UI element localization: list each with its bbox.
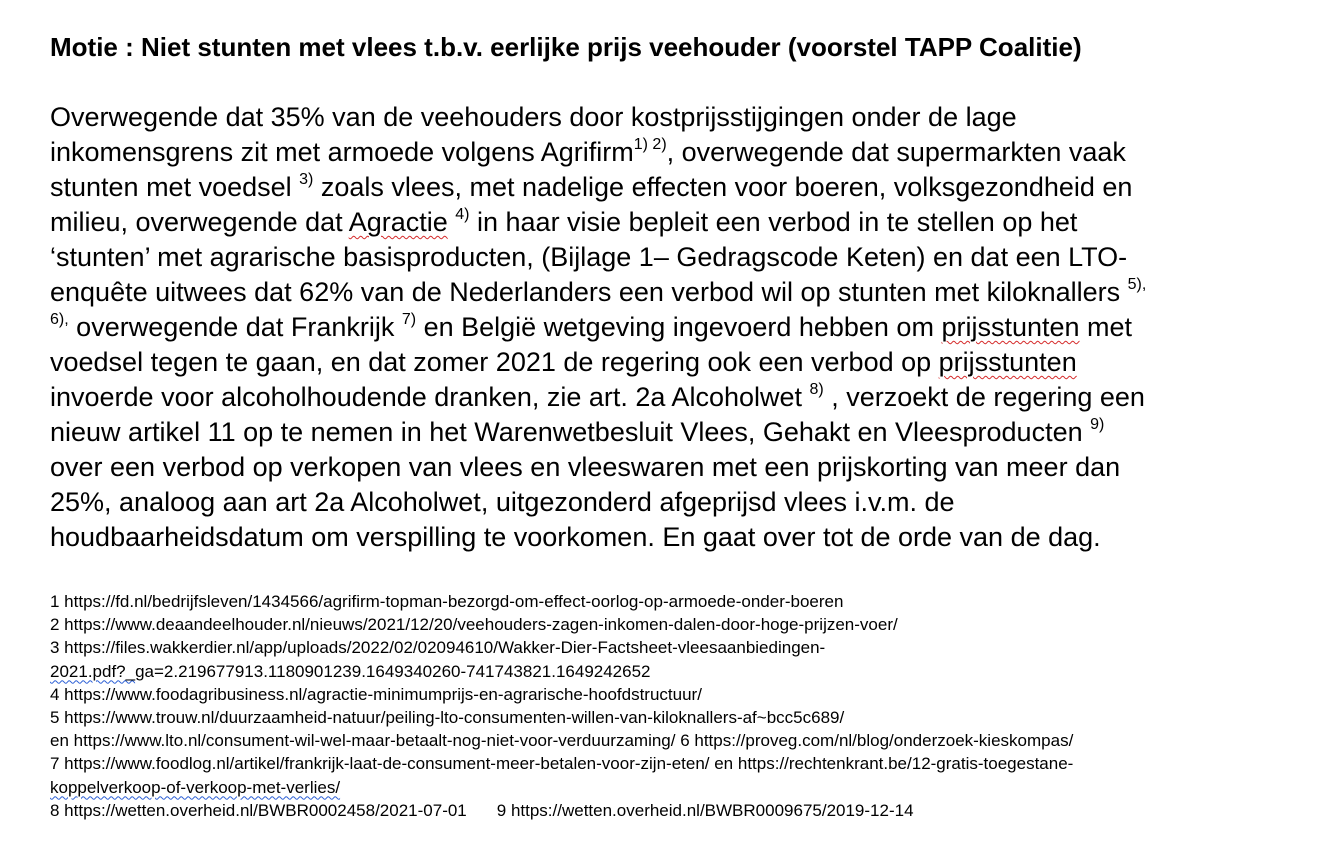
- body-line-4: [50, 205, 1310, 240]
- body-line-3: [50, 170, 1310, 205]
- footnote-ref: 4): [455, 206, 470, 223]
- footnote-1[interactable]: 1 https://fd.nl/bedrijfsleven/1434566/agrifirm-topman-bezorgd-om-effect-oorlog-op-armoede-onder-boeren: [50, 592, 844, 611]
- motion-title: Motie : Niet stunten met vlees t.b.v. eerlijke prijs veehouder (voorstel TAPP Coalitie): [50, 32, 1082, 62]
- body-text: met: [1079, 312, 1133, 342]
- spellcheck-word: prijsstunten: [938, 347, 1077, 377]
- body-line-5: [50, 240, 1310, 275]
- body-text: invoerde voor alcoholhoudende dranken, zie art. 2a Alcoholwet: [50, 382, 810, 412]
- footnote-ref: 6),: [50, 311, 69, 328]
- footnote-8-9: [50, 799, 1073, 822]
- body-text: 25%, analoog aan art 2a Alcoholwet, uitgezonderd afgeprijsd vlees i.v.m. de: [50, 487, 955, 517]
- body-line-12: [50, 485, 1310, 520]
- body-line-2: [50, 135, 1310, 170]
- body-text: Overwegende dat 35% van de veehouders door kostprijsstijgingen onder de lage: [50, 102, 1017, 132]
- spellcheck-word: Agractie: [348, 207, 448, 237]
- body-line-13: [50, 520, 1310, 555]
- body-text: , verzoekt de regering een: [823, 382, 1145, 412]
- footnote-5-6[interactable]: en https://www.lto.nl/consument-wil-wel-maar-betaalt-nog-niet-voor-verduurzaming/ 6 https://proveg.com/nl/blog/onderzoek-kieskompas/: [50, 731, 1074, 751]
- body-text: nieuw artikel 11 op te nemen in het Warenwetbesluit Vlees, Gehakt en Vleesproducten: [50, 417, 1091, 447]
- body-text: ‘stunten’ met agrarische basisproducten, (Bijlage 1– Gedragscode Keten) en dat een LTO-: [50, 242, 1128, 272]
- body-line-9: [50, 380, 1310, 415]
- body-text: zoals vlees, met nadelige effecten voor boeren, volksgezondheid en: [313, 172, 1133, 202]
- body-text: over een verbod op verkopen van vlees en vleeswaren met een prijskorting van meer dan: [50, 452, 1121, 482]
- body-text: inkomensgrens zit met armoede volgens Agrifirm: [50, 137, 634, 167]
- footnote-ref: 3): [299, 171, 314, 188]
- footnote-ref: 9): [1090, 416, 1105, 433]
- body-line-11: [50, 450, 1310, 485]
- body-text: houdbaarheidsdatum om verspilling te voorkomen. En gaat over tot de orde van de dag.: [50, 522, 1101, 552]
- footnote-ref: 5),: [1127, 276, 1147, 293]
- footnote-8[interactable]: 8 https://wetten.overheid.nl/BWBR0002458/2021-07-01: [50, 800, 467, 820]
- body-text: milieu, overwegende dat: [50, 207, 349, 237]
- body-text: , overwegende dat supermarkten vaak: [666, 137, 1126, 167]
- footnote-9[interactable]: 9 https://wetten.overheid.nl/BWBR0009675/2019-12-14: [496, 800, 914, 820]
- body-text: stunten met voedsel: [50, 172, 300, 202]
- footnote-4[interactable]: 4 https://www.foodagribusiness.nl/agractie-minimumprijs-en-agrarische-hoofdstructuur/: [50, 684, 702, 704]
- footnote-7-continued[interactable]: [50, 776, 1073, 799]
- footnote-ref: 7): [401, 311, 417, 328]
- motion-body: [50, 100, 1310, 555]
- footnote-7[interactable]: 7 https://www.foodlog.nl/artikel/frankrijk-laat-de-consument-meer-betalen-voor-zijn-eten/ en https://rechtenkrant.be/12-gratis-toegestane-: [50, 754, 1074, 774]
- footnote-2[interactable]: 2 https://www.deaandeelhouder.nl/nieuws/2021/12/20/veehouders-zagen-inkomen-dalen-door-hoge-prijzen-voer/: [50, 615, 898, 635]
- body-text: enquête uitwees dat 62% van de Nederlanders een verbod wil op stunten met kiloknallers: [50, 277, 1128, 307]
- body-text: voedsel tegen te gaan, en dat zomer 2021 de regering ook een verbod op: [50, 347, 939, 377]
- footnote-3[interactable]: 3 https://files.wakkerdier.nl/app/uploads/2022/02/02094610/Wakker-Dier-Factsheet-vleesaanbiedingen-: [50, 638, 826, 658]
- footnote-ref: 1) 2): [633, 136, 667, 153]
- body-line-1: [50, 100, 1310, 135]
- spellcheck-word: koppelverkoop-of-verkoop-met-verlies/: [50, 777, 341, 797]
- body-line-8: [50, 345, 1310, 380]
- footnotes: [50, 590, 1073, 822]
- footnote-5[interactable]: 5 https://www.trouw.nl/duurzaamheid-natuur/peiling-lto-consumenten-willen-van-kiloknallers-af~bcc5c689/: [50, 707, 845, 727]
- body-line-7: [50, 310, 1310, 345]
- body-text: overwegende dat Frankrijk: [68, 312, 402, 342]
- spellcheck-word: prijsstunten: [941, 312, 1080, 342]
- footnote-text: ga=2.219677913.1180901239.1649340260-741743821.1649242652: [135, 661, 651, 681]
- spellcheck-word: 2021.pdf?_: [50, 661, 136, 681]
- footnote-3-continued[interactable]: [50, 660, 1073, 683]
- body-line-10: [50, 415, 1310, 450]
- body-text: en België wetgeving ingevoerd hebben om: [416, 312, 942, 342]
- footnote-ref: 8): [809, 381, 824, 398]
- body-text: in haar visie bepleit een verbod in te stellen op het: [469, 207, 1078, 237]
- body-line-6: [50, 275, 1310, 310]
